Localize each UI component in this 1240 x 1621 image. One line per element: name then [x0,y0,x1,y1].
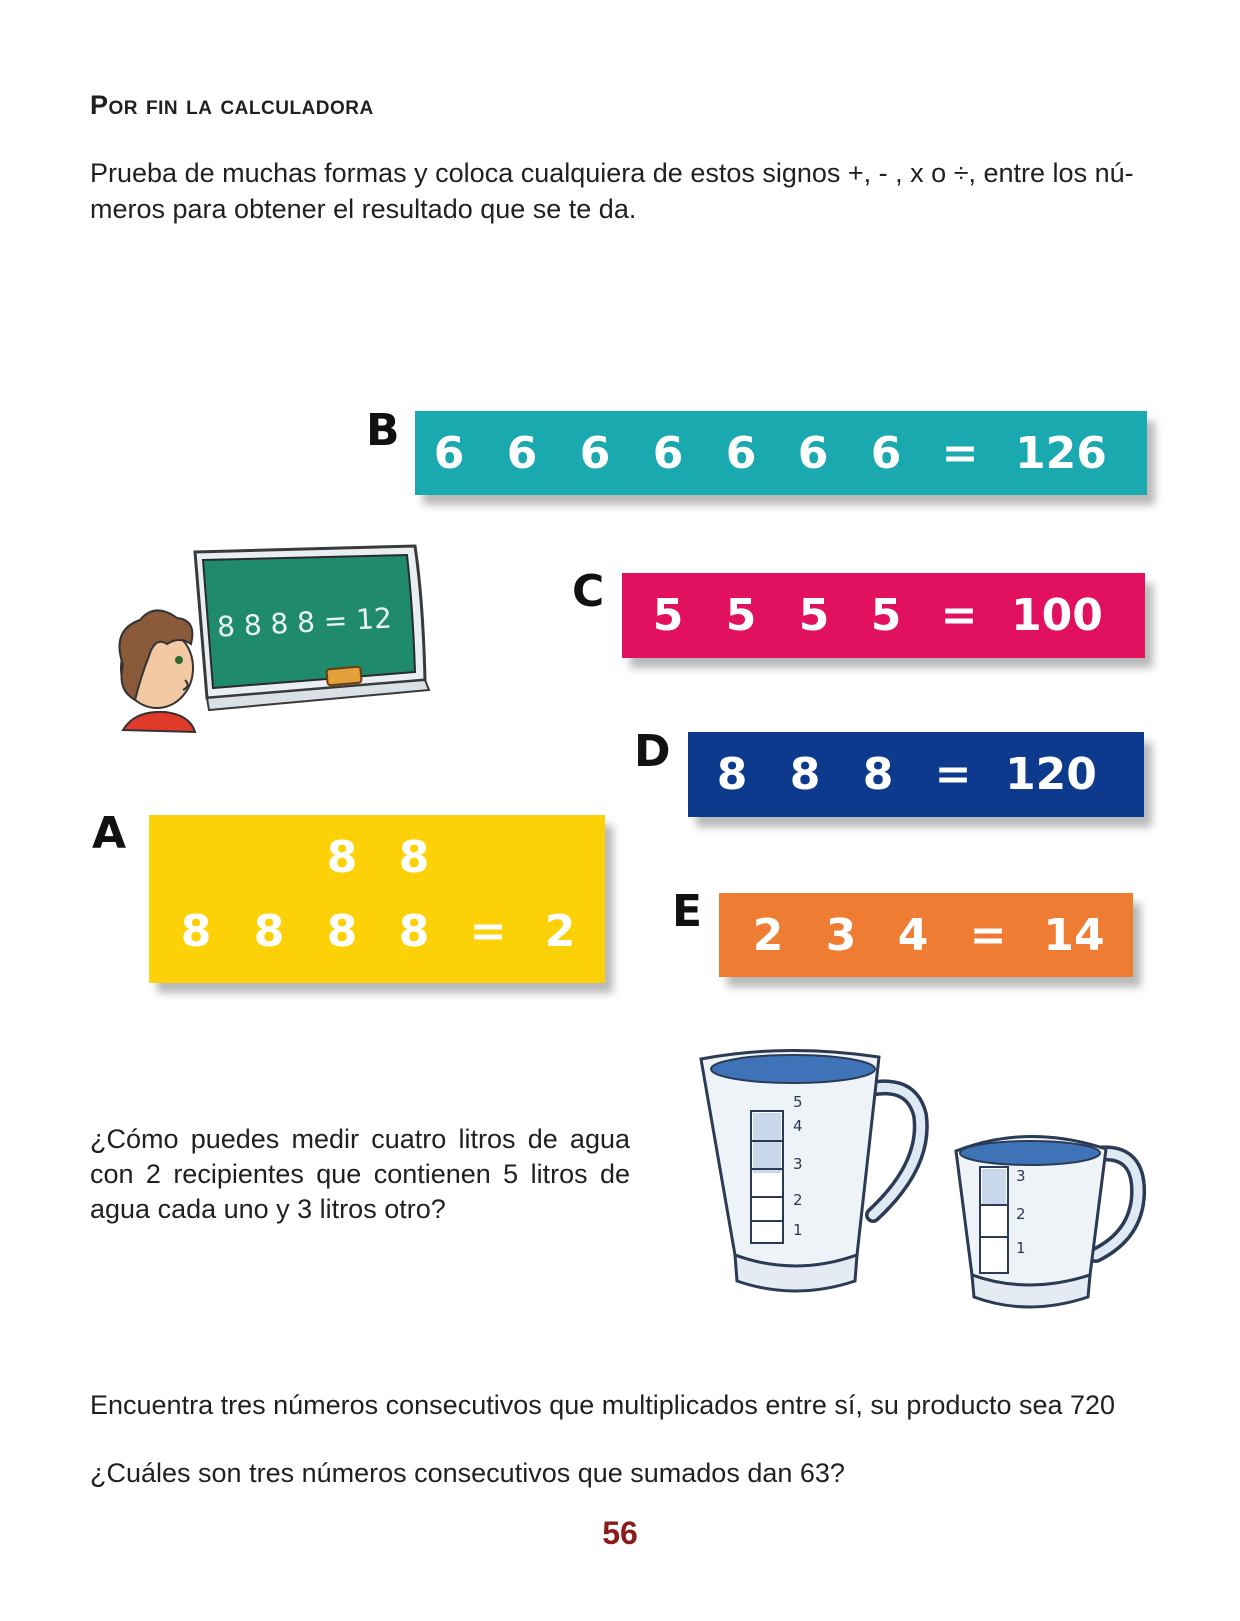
puzzle-a-token: 8 [326,905,358,957]
puzzle-a-bar [149,815,605,983]
puzzle-a-token: 8 [398,831,430,883]
large-jug-mark: 3 [793,1155,803,1173]
puzzle-d-token: = [934,749,972,800]
puzzle-a-top-row [149,815,605,899]
puzzle-b-bar [415,411,1147,495]
puzzle-b-letter: B [366,405,400,456]
puzzle-a-token: = [469,905,507,957]
puzzle-a-letter: A [92,808,127,859]
question-product: Encuentra tres números consecutivos que multiplicados entre sí, su producto sea 720 [90,1390,1116,1420]
puzzle-a-token: 8 [326,831,358,883]
puzzle-b-token: 6 [506,427,538,479]
large-jug-mark: 2 [793,1191,803,1209]
puzzle-c-token: 5 [725,590,757,641]
chalkboard-illustration [95,540,435,750]
puzzle-b-token: = [941,427,979,479]
puzzle-e-bar [719,893,1133,977]
puzzle-b-token: 6 [579,427,611,479]
large-jug-mark: 1 [793,1221,803,1239]
puzzle-b-token: 6 [870,427,902,479]
puzzle-b-token: 6 [652,427,684,479]
large-jug-mark: 5 [793,1093,803,1111]
puzzle-a-token: 8 [398,905,430,957]
puzzle-e-token: 2 [752,909,784,961]
page-number: 56 [602,1515,638,1551]
puzzle-c-token: 100 [1011,590,1103,641]
puzzle-c-letter: C [572,566,605,617]
small-jug-mark: 3 [1016,1167,1026,1185]
puzzle-c-token: 5 [652,590,684,641]
question-sum: ¿Cuáles son tres números consecutivos que sumados dan 63? [90,1458,845,1488]
child-figure [119,610,195,732]
puzzle-d-token: 120 [1005,749,1097,800]
question-water: ¿Cómo puedes medir cuatro litros de agua con 2 recipientes que contienen 5 litros de agua cada uno y 3 litros otro? [90,1124,630,1224]
chalkboard-text: 8 8 8 8 = 12 [216,601,393,644]
puzzle-b-token: 6 [797,427,829,479]
puzzle-a-token: 8 [253,905,285,957]
puzzle-c-token: 5 [870,590,902,641]
puzzle-e-token: 4 [897,909,929,961]
puzzle-b-token: 6 [433,427,465,479]
puzzle-d-token: 8 [862,749,894,800]
puzzle-b-token: 6 [725,427,757,479]
puzzle-a-bottom-row [149,889,605,973]
puzzle-c-token: 5 [798,590,830,641]
large-jug-illustration [695,1045,935,1307]
instructions: Prueba de muchas formas y coloca cualquiera de estos signos +, - , x o ÷, entre los nú-meros para obtener el resultado que se te da. [90,158,1134,224]
puzzle-e-token: = [969,909,1007,961]
puzzle-d-token: 8 [789,749,821,800]
puzzle-e-letter: E [672,886,703,937]
puzzle-e-token: 3 [825,909,857,961]
small-jug-mark: 1 [1016,1239,1026,1257]
puzzle-a-token: 2 [544,905,576,957]
puzzle-d-bar [688,732,1144,817]
small-jug-illustration [950,1125,1150,1325]
puzzle-c-bar [622,573,1145,658]
puzzle-d-letter: D [634,726,671,777]
puzzle-d-token: 8 [716,749,748,800]
puzzle-c-token: = [940,590,978,641]
large-jug-mark: 4 [793,1117,803,1135]
puzzle-e-token: 14 [1043,909,1105,961]
page-title: Por fin la calculadora [90,90,374,120]
small-jug-mark: 2 [1016,1205,1026,1223]
puzzle-a-token: 8 [180,905,212,957]
puzzle-b-token: 126 [1015,427,1107,479]
